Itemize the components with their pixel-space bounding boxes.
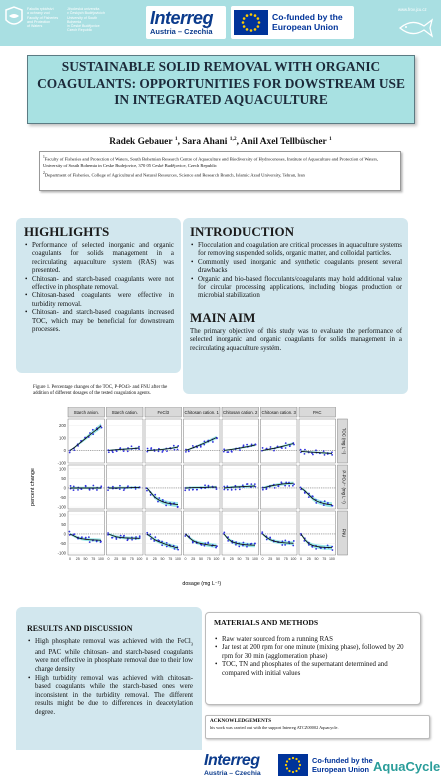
- data-point: [177, 549, 179, 551]
- data-point: [149, 533, 151, 535]
- facet-column-label: PAC: [312, 410, 322, 415]
- data-point: [227, 540, 229, 542]
- data-point: [92, 485, 94, 487]
- data-point: [285, 447, 287, 449]
- facet-column-label: Chitosan cation. 3: [261, 410, 296, 415]
- data-point: [139, 535, 141, 537]
- highlight-item: • Chitosan- and starch-based coagulants increased TOC, which may be beneficial for downstream processes.: [24, 309, 174, 334]
- facet-panel: [222, 511, 259, 555]
- data-point: [138, 446, 140, 448]
- data-point: [154, 536, 156, 538]
- data-point: [265, 488, 267, 490]
- data-point: [100, 541, 102, 543]
- data-point: [285, 482, 287, 484]
- data-point: [289, 445, 291, 447]
- highlight-item: • Chitosan-based coagulants were effective in turbidity removal.: [24, 292, 174, 309]
- facet-row-label: FNU: [341, 528, 347, 538]
- methods-item: • TOC, TN and phosphates of the supernatant determined and compared with initial values: [214, 661, 412, 678]
- y-tick-label: 100: [59, 435, 66, 441]
- x-tick-label: 25: [152, 557, 157, 561]
- eu-flag-icon: [278, 754, 308, 776]
- data-point: [203, 444, 205, 446]
- x-tick-label: 0: [146, 557, 148, 561]
- data-point: [312, 454, 314, 456]
- data-point: [192, 489, 194, 491]
- facet-panel: [107, 511, 144, 555]
- facet-panel: [184, 419, 221, 463]
- data-point: [119, 485, 121, 487]
- data-point: [288, 541, 290, 543]
- data-point: [327, 502, 329, 504]
- data-point: [154, 494, 156, 496]
- data-point: [231, 489, 233, 491]
- data-point: [281, 540, 283, 542]
- data-point: [73, 449, 75, 451]
- x-axis-title: dosage (mg L⁻¹): [182, 581, 222, 587]
- data-point: [208, 485, 210, 487]
- results-item: • High turbidity removal was achieved with chitosan-based coagulants while the starch-based ones were inconsistent in the turbidity removal. The different results might be due to differences in deacetylation degree.: [27, 675, 193, 717]
- data-point: [262, 447, 264, 449]
- x-tick-label: 0: [223, 557, 225, 561]
- data-point: [120, 535, 122, 537]
- data-point: [266, 539, 268, 541]
- x-tick-label: 0: [107, 557, 110, 561]
- methods-section: [214, 618, 412, 678]
- facet-panel: [145, 419, 182, 463]
- data-point: [312, 496, 314, 498]
- data-point: [70, 485, 72, 487]
- eu-line1: Co-funded by the: [272, 12, 343, 22]
- figure-caption: Figure 1. Percentage changes of the TOC, P-PO43- and FNU after the addition of different dosages of the tested coagulation agents.: [33, 385, 168, 396]
- data-point: [108, 451, 110, 453]
- highlights-heading: HIGHLIGHTS: [24, 224, 110, 239]
- data-point: [281, 544, 283, 546]
- data-point: [238, 546, 240, 548]
- university-logo-mark: [4, 6, 24, 28]
- affiliations-box: [39, 151, 401, 191]
- facet-panel: [261, 419, 298, 463]
- data-point: [324, 500, 326, 502]
- data-point: [207, 542, 209, 544]
- data-point: [161, 544, 163, 546]
- x-tick-label: 100: [290, 557, 297, 561]
- facet-panel: [299, 419, 336, 463]
- facet-panel: [68, 511, 105, 555]
- data-point: [196, 489, 198, 491]
- intro-item: • Commonly used inorganic and synthetic coagulants present several drawbacks: [190, 259, 402, 276]
- data-point: [242, 484, 244, 486]
- data-point: [277, 485, 279, 487]
- x-tick-label: 75: [245, 557, 250, 561]
- data-point: [323, 504, 325, 506]
- author-name: Radek Gebauer: [109, 137, 173, 148]
- data-point: [150, 448, 152, 450]
- x-tick-label: 75: [91, 557, 96, 561]
- methods-item: • Jar test at 200 rpm for one minute (mixing phase), followed by 20 rpm for 30 min (agglomeration phase): [214, 644, 412, 661]
- data-point: [284, 485, 286, 487]
- data-point: [174, 449, 176, 451]
- affiliation-item: $^1$Faculty of Fisheries and Protection of Waters, South Bohemian Research Centre of Aquaculture and Biodiversity of Hydrocenoses, Institute of Aquaculture and Protection of Waters, University of South Bohemia in Ceske Budejovice, 370 05 Ceské Budějovice, Czech Republic: [43, 155, 379, 168]
- data-point: [223, 531, 225, 533]
- author-name: Sara Ahani: [182, 137, 228, 148]
- facet-column-label: Chitosan cation. 1: [184, 410, 219, 415]
- data-point: [127, 450, 129, 452]
- data-point: [239, 488, 241, 490]
- data-point: [227, 489, 229, 491]
- poster-title: SUSTAINABLE SOLID REMOVAL WITH ORGANIC COAGULANTS: OPPORTUNITIES FOR DOWSTREAM USE IN INTEGRATED AQUACULTURE: [37, 59, 405, 107]
- methods-item: • Raw water sourced from a running RAS: [214, 636, 412, 644]
- data-point: [119, 488, 121, 490]
- data-point: [266, 448, 268, 450]
- x-tick-label: 100: [251, 557, 258, 561]
- data-point: [135, 536, 137, 538]
- data-point: [115, 538, 117, 540]
- aquacycle-logo: AquaCycle: [373, 759, 441, 774]
- facet-column-label: FeCl3: [157, 410, 169, 415]
- x-tick-label: 25: [306, 557, 311, 561]
- data-point: [119, 447, 121, 449]
- authors-line: Radek Gebauer $^1$, Sara Ahani $^{1,2}$, Anil Axel Tellbüscher $^1$: [109, 136, 332, 148]
- author-sup: 1: [174, 136, 178, 142]
- data-point: [112, 537, 114, 539]
- data-point: [315, 548, 317, 550]
- data-point: [243, 444, 245, 446]
- y-tick-label: -50: [59, 541, 66, 547]
- data-point: [150, 494, 152, 496]
- data-point: [161, 451, 163, 453]
- acknowledgements-heading: ACKNOWLEDGEMENTS: [210, 718, 272, 724]
- interreg-logo: Interreg Austria – Czechia: [146, 6, 226, 39]
- acknowledgements-text: his work was carried out with the support Interreg ATCZ00002 Aquacycle.: [210, 725, 339, 730]
- data-point: [89, 489, 91, 491]
- data-point: [223, 486, 225, 488]
- x-tick-label: 25: [114, 557, 119, 561]
- facet-row-label: P-PO₄³⁻ (mg L⁻¹): [341, 470, 347, 504]
- data-point: [285, 442, 287, 444]
- y-tick-label: 0: [63, 485, 66, 491]
- data-point: [166, 542, 168, 544]
- x-tick-label: 25: [191, 557, 196, 561]
- data-point: [107, 489, 109, 491]
- y-axis-title: percent change: [30, 468, 36, 506]
- x-tick-label: 75: [129, 557, 134, 561]
- data-point: [192, 445, 194, 447]
- data-point: [158, 450, 160, 452]
- x-tick-label: 0: [300, 557, 302, 561]
- author-name: Anil Axel Tellbüscher: [240, 137, 327, 148]
- y-tick-label: 0: [63, 531, 66, 537]
- data-point: [146, 451, 148, 453]
- facet-chart: [28, 407, 413, 587]
- data-point: [323, 450, 325, 452]
- data-point: [177, 449, 179, 451]
- data-point: [92, 429, 94, 431]
- x-tick-label: 0: [69, 557, 71, 561]
- data-point: [96, 489, 98, 491]
- data-point: [85, 486, 87, 488]
- x-tick-label: 75: [168, 557, 173, 561]
- data-point: [204, 545, 206, 547]
- data-point: [246, 444, 248, 446]
- y-tick-label: 0: [63, 447, 66, 453]
- facet-panel: [184, 511, 221, 555]
- data-point: [273, 450, 275, 452]
- y-tick-label: 100: [59, 466, 66, 472]
- introduction-section: [190, 224, 402, 353]
- author-sup: 1,2: [229, 136, 237, 142]
- data-point: [166, 450, 168, 452]
- data-point: [68, 531, 70, 533]
- data-point: [304, 449, 306, 451]
- data-point: [226, 451, 228, 453]
- data-point: [204, 484, 206, 486]
- data-point: [112, 486, 114, 488]
- footer-eu-logo: [278, 752, 373, 780]
- data-point: [77, 489, 79, 491]
- data-point: [92, 433, 94, 435]
- data-point: [223, 451, 225, 453]
- university-name-block: Jihočeská univerzita v Českých Budějovicích University of South Bohemia in České Budějovice Czech Republic: [67, 7, 105, 33]
- facet-panel: [222, 419, 259, 463]
- data-point: [100, 485, 102, 487]
- eu-line2: European Union: [312, 765, 370, 774]
- title-box: [27, 55, 415, 124]
- data-point: [292, 485, 294, 487]
- data-point: [177, 506, 179, 508]
- x-tick-label: 100: [97, 557, 104, 561]
- data-point: [184, 535, 186, 537]
- x-tick-label: 50: [198, 557, 203, 561]
- results-item: • High phosphate removal was achieved with the FeCl$_3$ and PAC while chitosan- and starch-based coagulants were not effective in phosphate removal due to their low charge density: [27, 638, 193, 674]
- data-point: [324, 454, 326, 456]
- x-tick-label: 50: [314, 557, 319, 561]
- data-point: [88, 536, 90, 538]
- x-tick-label: 50: [275, 557, 280, 561]
- website-link[interactable]: www.frov.jcu.cz: [398, 7, 427, 12]
- data-point: [123, 450, 125, 452]
- data-point: [251, 443, 253, 445]
- data-point: [69, 452, 71, 454]
- x-tick-label: 25: [268, 557, 273, 561]
- data-point: [223, 489, 225, 491]
- data-point: [212, 441, 214, 443]
- data-point: [131, 445, 133, 447]
- intro-item: • Flocculation and coagulation are critical processes in aquaculture systems for removing suspended solids, organic matter, and colloidal particles.: [190, 242, 402, 259]
- x-tick-label: 50: [83, 557, 88, 561]
- x-tick-label: 75: [322, 557, 327, 561]
- data-point: [235, 489, 237, 491]
- eu-cofunded-logo: [231, 6, 354, 39]
- data-point: [254, 483, 256, 485]
- data-point: [246, 483, 248, 485]
- introduction-heading: INTRODUCTION: [190, 224, 295, 239]
- data-point: [274, 487, 276, 489]
- data-point: [73, 485, 75, 487]
- x-tick-label: 50: [237, 557, 242, 561]
- eu-line1: Co-funded by the: [312, 756, 373, 765]
- data-point: [327, 544, 329, 546]
- x-tick-label: 0: [261, 557, 264, 561]
- x-tick-label: 25: [75, 557, 80, 561]
- facet-column-label: Starch anion.: [73, 410, 99, 415]
- affiliation-item: $^2$Department of Fisheries, College of Agricultural and Natural Resources, Science and Research Branch, Islamic Azad University, Tehran, Iran: [43, 170, 305, 178]
- x-tick-label: 0: [184, 557, 187, 561]
- data-point: [146, 490, 148, 492]
- data-point: [96, 541, 98, 543]
- author-sup: 1: [329, 136, 332, 142]
- x-tick-label: 25: [229, 557, 234, 561]
- data-point: [288, 485, 290, 487]
- data-point: [216, 488, 218, 490]
- data-point: [203, 440, 205, 442]
- data-point: [81, 536, 83, 538]
- data-point: [157, 501, 159, 503]
- data-point: [243, 542, 245, 544]
- eu-line2: European Union: [272, 22, 339, 32]
- data-point: [270, 446, 272, 448]
- facet-chart-svg: [28, 407, 413, 587]
- facet-column-label: Chitosan cation. 2: [223, 410, 258, 415]
- data-point: [293, 540, 295, 542]
- data-point: [304, 453, 306, 455]
- data-point: [112, 451, 114, 453]
- data-point: [280, 481, 282, 483]
- y-tick-label: -100: [57, 460, 66, 466]
- data-point: [150, 538, 152, 540]
- data-point: [123, 489, 125, 491]
- faculty-name-block: Fakulta rybářství a ochrany vod Faculty of Fisheries and Protection of Waters: [27, 7, 59, 29]
- x-tick-label: 100: [136, 557, 143, 561]
- data-point: [173, 445, 175, 447]
- data-point: [239, 449, 241, 451]
- data-point: [250, 483, 252, 485]
- data-point: [177, 445, 179, 447]
- y-tick-label: 50: [61, 475, 66, 481]
- x-tick-label: 50: [121, 557, 126, 561]
- data-point: [185, 451, 187, 453]
- data-point: [231, 451, 233, 453]
- x-tick-label: 50: [160, 557, 165, 561]
- data-point: [138, 448, 140, 450]
- data-point: [246, 546, 248, 548]
- data-point: [332, 549, 334, 551]
- data-point: [126, 539, 128, 541]
- data-point: [292, 545, 294, 547]
- data-point: [304, 492, 306, 494]
- data-point: [261, 531, 263, 533]
- data-point: [226, 485, 228, 487]
- data-point: [131, 539, 133, 541]
- x-tick-label: 100: [328, 557, 335, 561]
- fish-icon: [396, 16, 436, 40]
- facet-panel: [261, 511, 298, 555]
- data-point: [192, 542, 194, 544]
- data-point: [73, 489, 75, 491]
- data-point: [161, 541, 163, 543]
- data-point: [300, 449, 302, 451]
- data-point: [284, 544, 286, 546]
- data-point: [158, 497, 160, 499]
- data-point: [147, 448, 149, 450]
- data-point: [234, 485, 236, 487]
- main-aim-heading: MAIN AIM: [190, 309, 256, 325]
- data-point: [184, 489, 186, 491]
- facet-panel: [107, 419, 144, 463]
- data-point: [324, 548, 326, 550]
- data-point: [235, 544, 237, 546]
- results-heading: RESULTS AND DISCUSSION: [27, 624, 133, 633]
- data-point: [215, 547, 217, 549]
- y-tick-label: 100: [59, 512, 66, 518]
- data-point: [89, 541, 91, 543]
- footer-interreg-logo: Interreg Austria – Czechia: [204, 752, 261, 777]
- x-tick-label: 100: [174, 557, 181, 561]
- data-point: [188, 450, 190, 452]
- main-aim-text: The primary objective of this study was to evaluate the performance of selected inorganic and organic coagulants for solids management in a recirculating aquaculture systém.: [190, 327, 402, 352]
- eu-flag-icon: [234, 10, 268, 35]
- intro-item: • Organic and bio-based flocculants/coagulants may hold additional value for circular processing applications, including biogas production or microbial stabilization: [190, 276, 402, 301]
- acknowledgements-section: [210, 718, 426, 730]
- data-point: [188, 489, 190, 491]
- x-tick-label: 75: [206, 557, 211, 561]
- highlights-section: [24, 224, 174, 334]
- data-point: [165, 505, 167, 507]
- data-point: [89, 432, 91, 434]
- data-point: [331, 451, 333, 453]
- data-point: [315, 502, 317, 504]
- y-tick-label: -50: [59, 495, 66, 501]
- x-tick-label: 75: [283, 557, 288, 561]
- data-point: [153, 540, 155, 542]
- data-point: [262, 489, 264, 491]
- data-point: [146, 532, 148, 534]
- results-section: [27, 624, 193, 717]
- data-point: [174, 548, 176, 550]
- y-tick-label: -100: [57, 550, 66, 556]
- data-point: [254, 543, 256, 545]
- data-point: [107, 532, 109, 534]
- x-tick-label: 100: [213, 557, 220, 561]
- data-point: [284, 540, 286, 542]
- methods-heading: MATERIALS AND METHODS: [214, 618, 319, 627]
- data-point: [331, 454, 333, 456]
- data-point: [123, 535, 125, 537]
- y-tick-label: 50: [61, 521, 66, 527]
- data-point: [315, 449, 317, 451]
- highlight-item: • Chitosan- and starch-based coagulants were not effective in phosphate removal.: [24, 276, 174, 293]
- y-tick-label: 200: [59, 422, 66, 428]
- facet-column-label: Starch cation.: [111, 410, 138, 415]
- data-point: [135, 488, 137, 490]
- data-point: [166, 546, 168, 548]
- facet-row-label: TOC (mg L⁻¹): [341, 427, 347, 455]
- y-tick-label: -100: [57, 504, 66, 510]
- highlight-item: • Performance of selected inorganic and organic coagulants for solids management in a recirculating aquaculture system (RAS) was presented.: [24, 242, 174, 276]
- data-point: [269, 537, 271, 539]
- data-point: [308, 496, 310, 498]
